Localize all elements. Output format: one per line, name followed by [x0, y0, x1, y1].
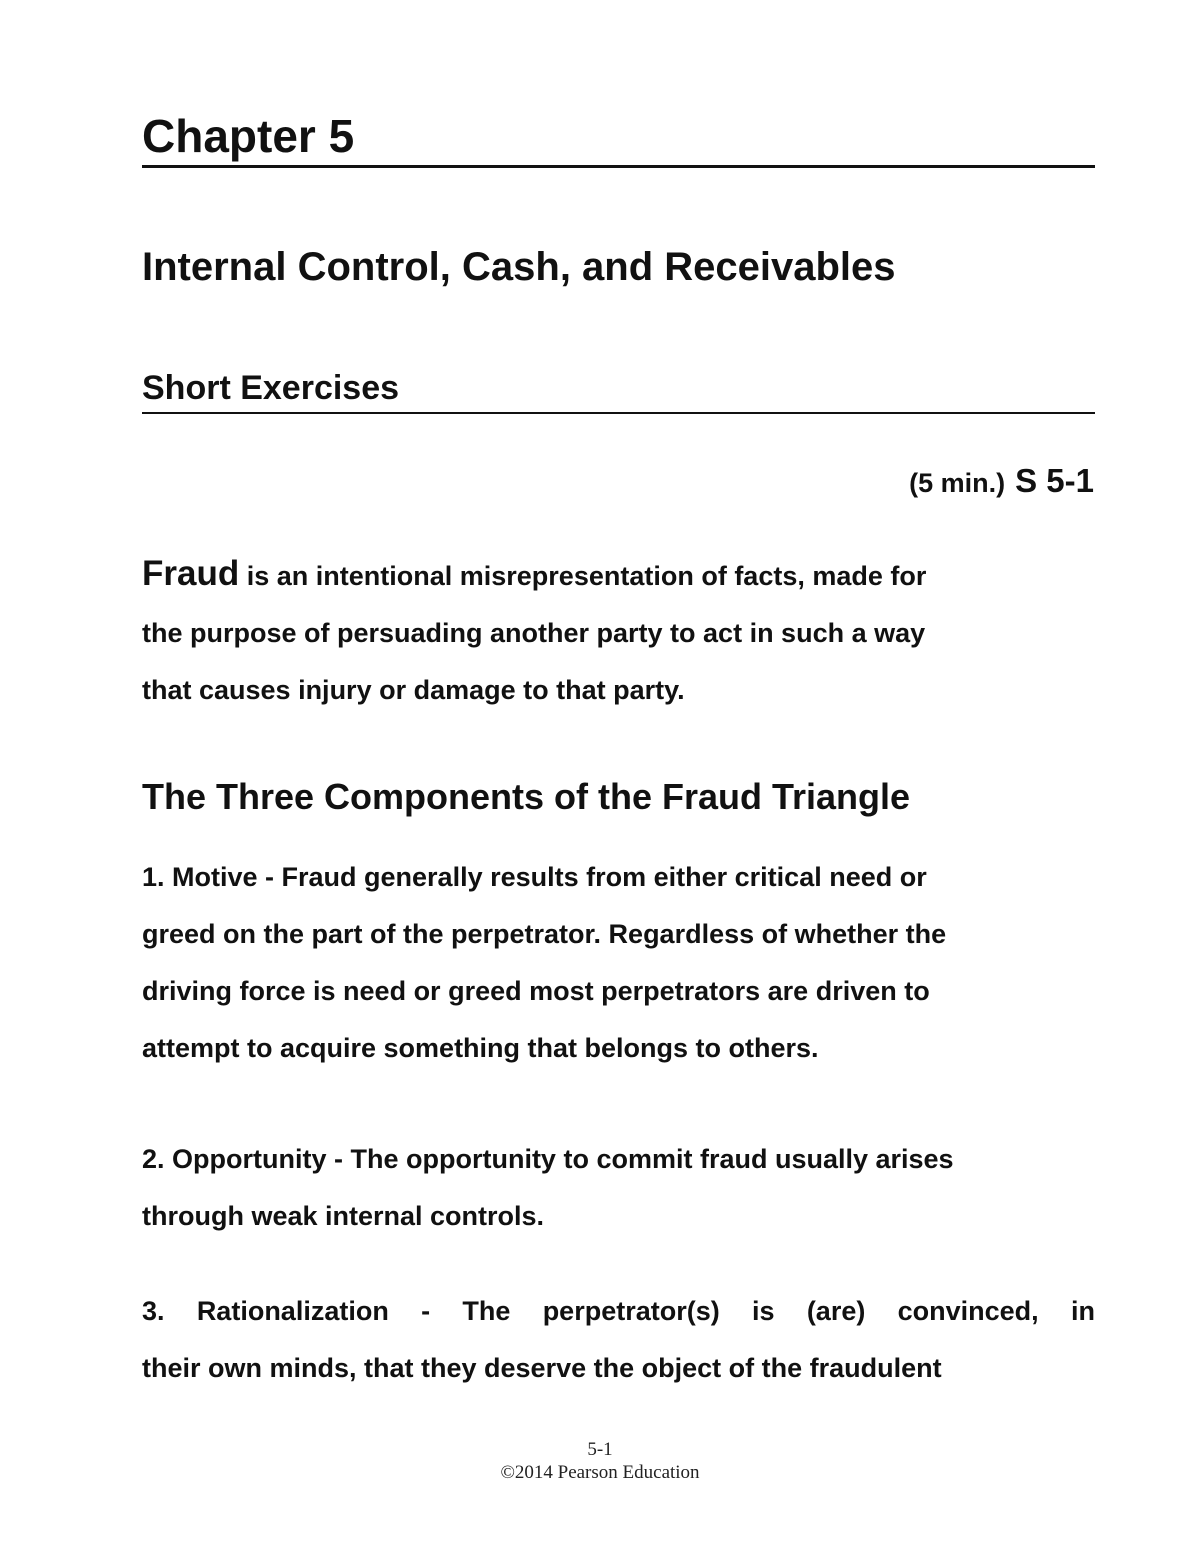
word: (are) [806, 1296, 866, 1326]
word: convinced, [897, 1296, 1039, 1326]
exercise-id: S 5-1 [1015, 462, 1094, 499]
word: 3. [142, 1296, 165, 1326]
paragraph-line: 2. Opportunity - The opportunity to commit fraud usually arises [142, 1144, 954, 1174]
fraud-definition-line [142, 545, 1095, 605]
chapter-title: Chapter 5 [142, 110, 355, 162]
fraud-definition [142, 545, 1095, 719]
word: in [1070, 1296, 1095, 1326]
paragraph-line: 1. Motive - Fraud generally results from either critical need or [142, 862, 927, 892]
chapter-subtitle: Internal Control, Cash, and Receivables [142, 245, 896, 289]
triangle-item-motive [142, 849, 1095, 1077]
paragraph-line: their own minds, that they deserve the object of the fraudulent [142, 1353, 942, 1383]
section-title: Short Exercises [142, 369, 400, 407]
page-footer [0, 1438, 1200, 1484]
fraud-definition-line: that causes injury or damage to that party. [142, 675, 685, 705]
section-title-rule [142, 412, 1095, 414]
fraud-definition-line: the purpose of persuading another party to act in such a way [142, 618, 926, 648]
exercise-tag [909, 462, 1094, 500]
word: perpetrator(s) [542, 1296, 720, 1326]
word: The [462, 1296, 511, 1326]
word: - [421, 1296, 431, 1326]
page-number: 5-1 [587, 1439, 613, 1460]
fraud-term: Fraud [142, 554, 240, 593]
triangle-item-opportunity [142, 1131, 1095, 1245]
paragraph-line: attempt to acquire something that belongs to others. [142, 1033, 819, 1063]
copyright-notice: ©2014 Pearson Education [500, 1462, 700, 1483]
fraud-triangle-heading: The Three Components of the Fraud Triangle [142, 776, 911, 817]
chapter-title-rule [142, 165, 1095, 168]
fraud-definition-text: is an intentional misrepresentation of facts, made for [239, 561, 927, 591]
paragraph-line-justified [142, 1283, 1095, 1340]
exercise-time: (5 min.) [909, 468, 1006, 498]
word: Rationalization [196, 1296, 389, 1326]
word: is [752, 1296, 775, 1326]
triangle-item-rationalization [142, 1283, 1095, 1397]
paragraph-line: through weak internal controls. [142, 1201, 545, 1231]
paragraph-line: greed on the part of the perpetrator. Regardless of whether the [142, 919, 947, 949]
paragraph-line: driving force is need or greed most perpetrators are driven to [142, 976, 930, 1006]
